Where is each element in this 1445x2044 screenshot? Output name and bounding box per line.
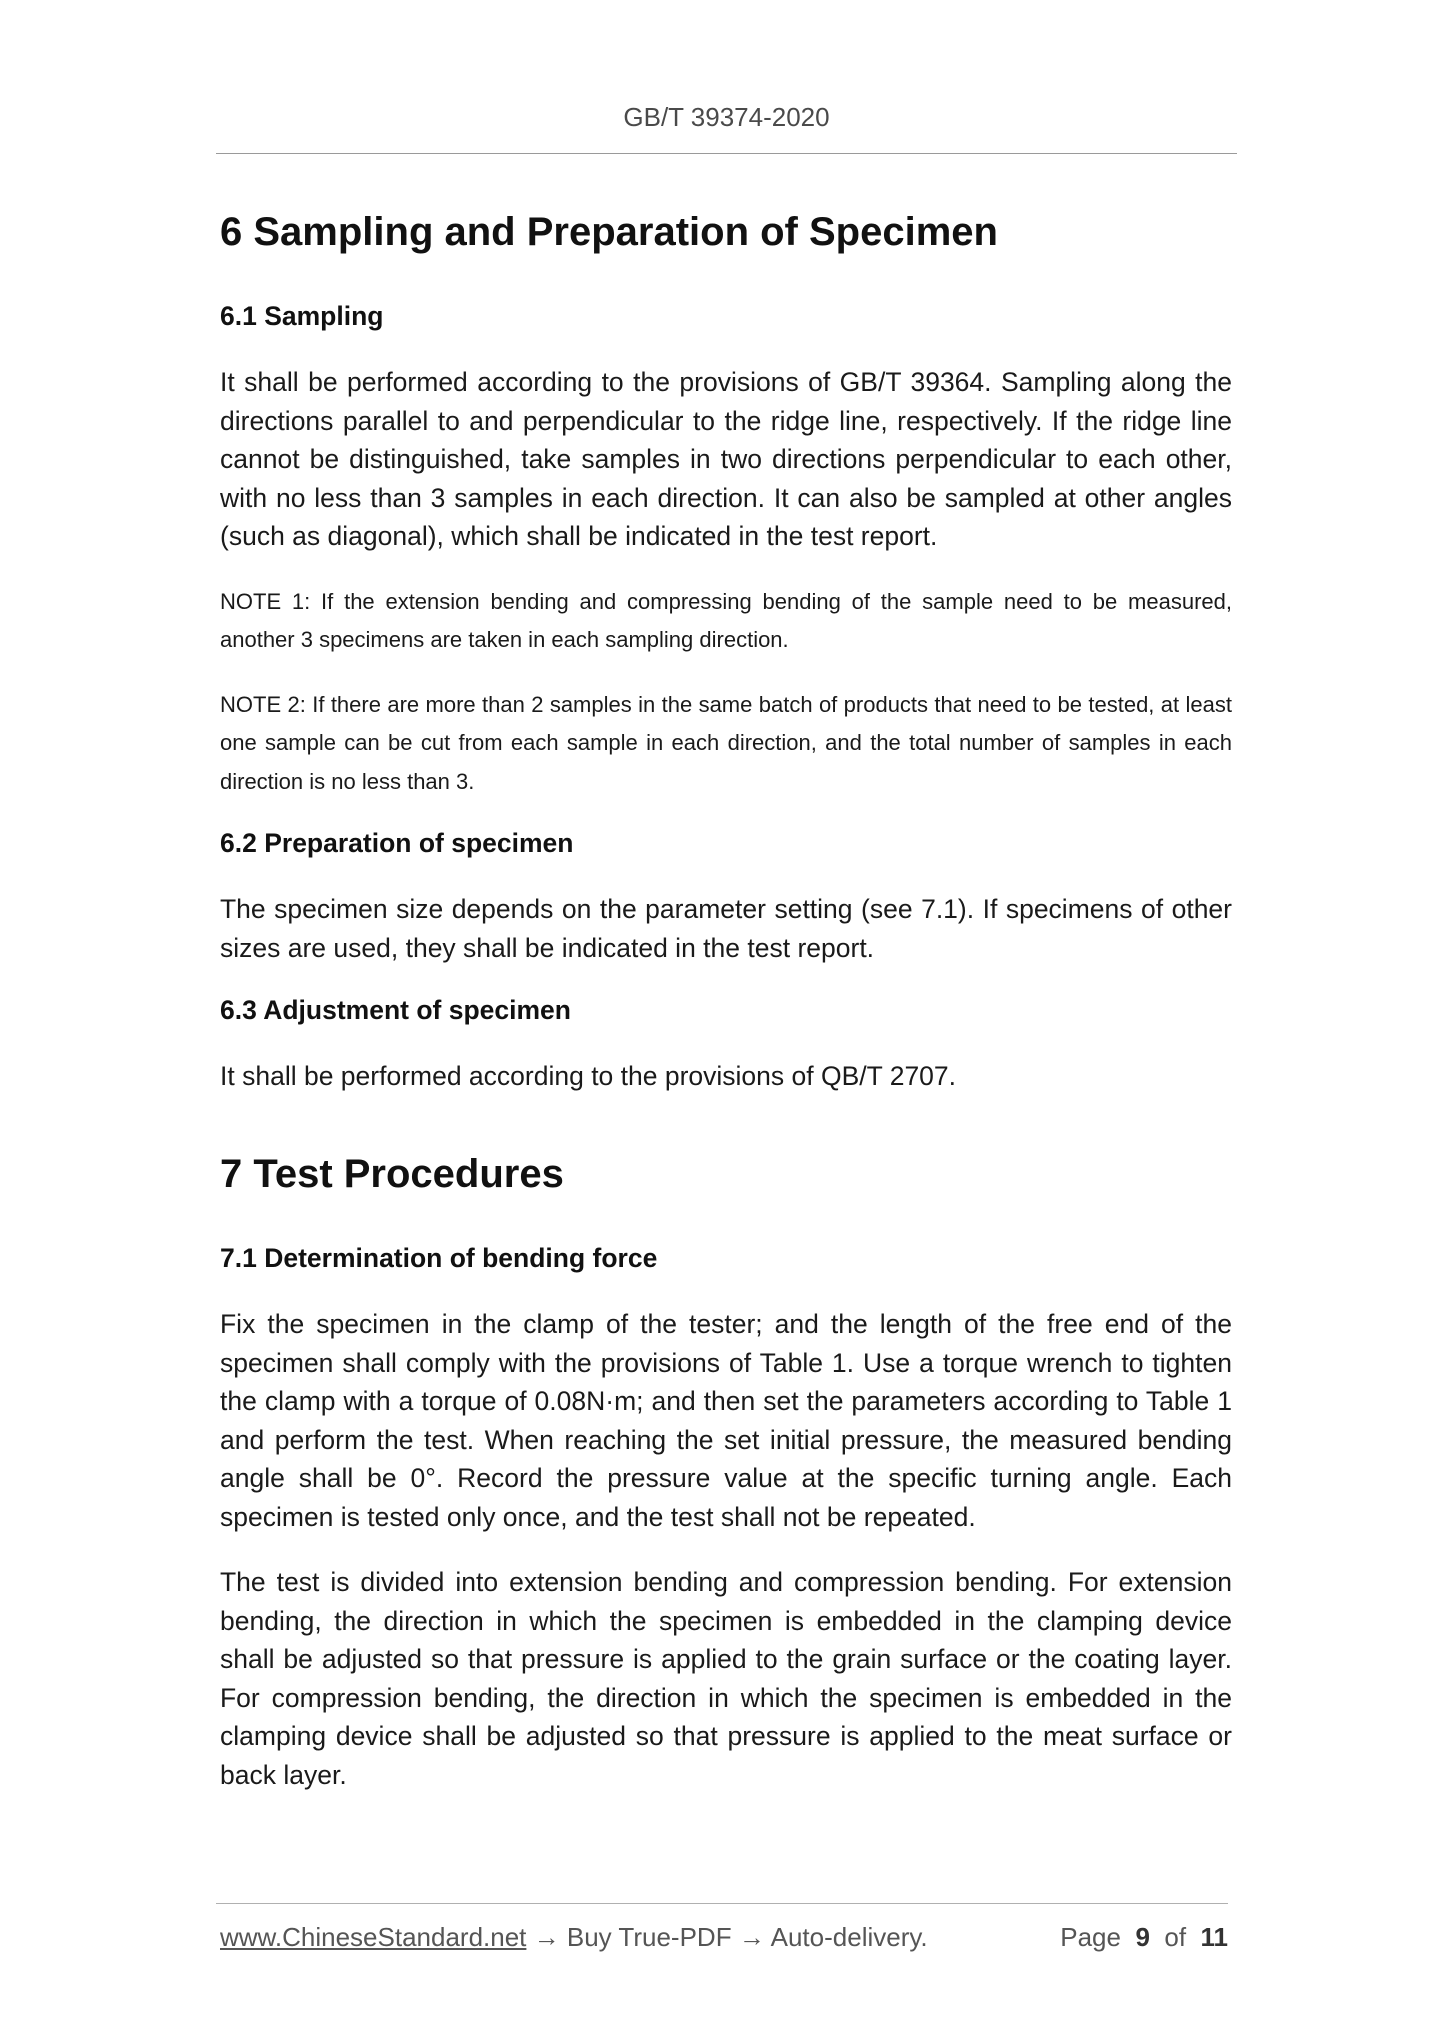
- section-6-heading: 6 Sampling and Preparation of Specimen: [220, 210, 998, 254]
- arrow-right-icon: →: [533, 1922, 560, 1952]
- page-number: 9: [1135, 1922, 1150, 1952]
- footer-divider: [216, 1903, 1228, 1904]
- page-header: [216, 102, 1237, 133]
- page-indicator: [1060, 1922, 1228, 1953]
- section-7-heading: 7 Test Procedures: [220, 1151, 564, 1196]
- of-label: of: [1164, 1922, 1187, 1952]
- page-footer: [220, 1922, 1228, 1953]
- section-6-1-heading: 6.1 Sampling: [220, 301, 384, 331]
- page-label: Page: [1060, 1922, 1121, 1952]
- section-7-1-heading: 7.1 Determination of bending force: [220, 1242, 658, 1273]
- section-6-2-paragraph: The specimen size depends on the parameter setting (see 7.1). If specimens of other sizes are used, they shall be indicated in the test report.: [220, 894, 1232, 963]
- section-6-1-paragraph: It shall be performed according to the provisions of GB/T 39364. Sampling along the directions parallel to and perpendicular to the ridge line, respectively. If the ridge line cannot be distinguished, take samples in two directions perpendicular to each other, with no less than 3 samples in each direction. It can also be sampled at other angles (such as diagonal), which shall be indicated in the test report.: [220, 367, 1232, 552]
- section-7-1-paragraph-2: The test is divided into extension bending and compression bending. For extension bending, the direction in which the specimen is embedded in the clamping device shall be adjusted so that pressure is applied to the grain surface or the coating layer. For compression bending, the direction in which the specimen is embedded in the clamping device shall be adjusted so that pressure is applied to the meat surface or back layer.: [220, 1567, 1232, 1790]
- delivery-text: Auto-delivery.: [770, 1922, 928, 1952]
- section-6-2-heading: 6.2 Preparation of specimen: [220, 828, 574, 859]
- arrow-right-icon: →: [738, 1922, 765, 1952]
- section-6-3-heading: 6.3 Adjustment of specimen: [220, 995, 571, 1026]
- document-body: [220, 208, 1232, 1821]
- note-1: NOTE 1: If the extension bending and compressing bending of the sample need to be measured, another 3 specimens are taken in each sampling direction.: [220, 588, 1232, 653]
- standard-code: GB/T 39374-2020: [623, 102, 830, 132]
- section-7-1-paragraph-1: Fix the specimen in the clamp of the tester; and the length of the free end of the specimen shall comply with the provisions of Table 1. Use a torque wrench to tighten the clamp with a torque of 0.08N·m; and then set the parameters according to Table 1 and perform the test. When reaching the set initial pressure, the measured bending angle shall be 0°. Record the pressure value at the specific turning angle. Each specimen is tested only once, and the test shall not be repeated.: [220, 1309, 1232, 1532]
- buy-text: Buy True-PDF: [566, 1922, 732, 1952]
- note-2: NOTE 2: If there are more than 2 samples in the same batch of products that need to be tested, at least one sample can be cut from each sample in each direction, and the total number of samples in each direction is no less than 3.: [220, 691, 1232, 794]
- header-divider: [216, 153, 1237, 154]
- section-6-3-paragraph: It shall be performed according to the provisions of QB/T 2707.: [220, 1061, 957, 1092]
- website-link[interactable]: www.ChineseStandard.net: [220, 1922, 527, 1952]
- page-total: 11: [1200, 1922, 1228, 1952]
